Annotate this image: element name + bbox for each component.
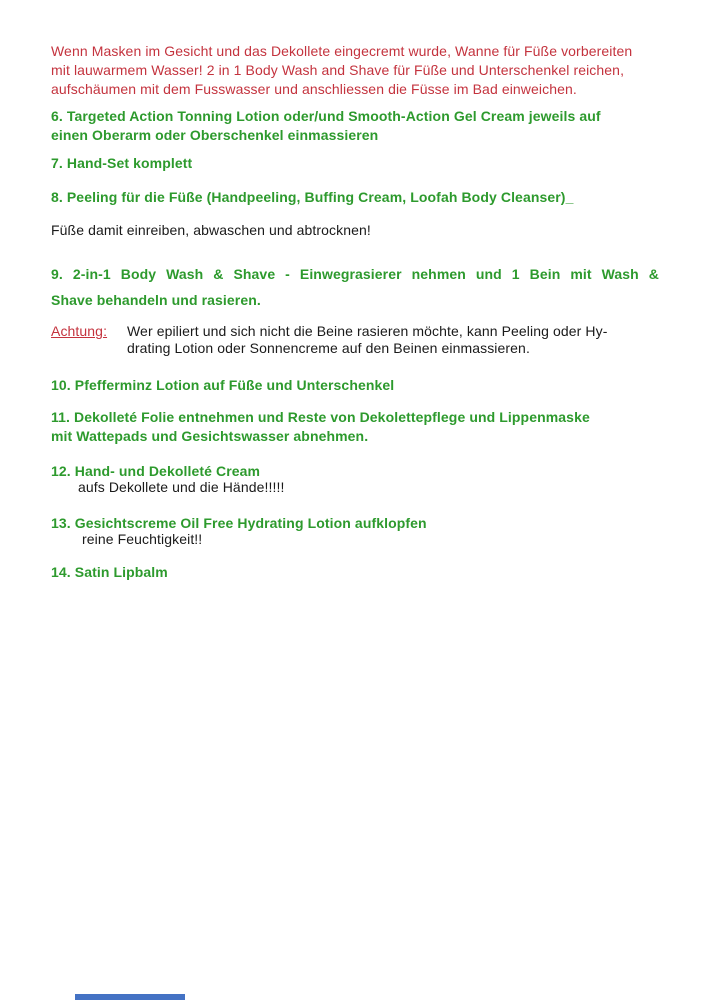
step-11-heading	[51, 408, 659, 446]
step-9-heading	[51, 261, 659, 313]
step-9-line-2: Shave behandeln und rasieren.	[51, 292, 261, 308]
achtung-line-1: Wer epiliert und sich nicht die Beine rasieren möchte, kann Peeling oder Hy-	[127, 323, 608, 339]
intro-line-2: mit lauwarmem Wasser! 2 in 1 Body Wash and Shave für Füße und Unterschenkel reichen,	[51, 62, 625, 78]
step-6-line-2: einen Oberarm oder Oberschenkel einmassieren	[51, 127, 379, 143]
step-13-line-1: 13. Gesichtscreme Oil Free Hydrating Lotion aufklopfen	[51, 515, 427, 531]
achtung-label: Achtung:	[51, 323, 108, 339]
bottom-blue-bar	[75, 994, 185, 1000]
achtung-line-2: drating Lotion oder Sonnencreme auf den Beinen einmassieren.	[127, 340, 530, 356]
step-10-heading	[51, 376, 659, 395]
step-11-line-1: 11. Dekolleté Folie entnehmen und Reste von Dekolettepflege und Lippenmaske	[51, 409, 590, 425]
step-6-line-1: 6. Targeted Action Tonning Lotion oder/und Smooth-Action Gel Cream jeweils auf	[51, 108, 601, 124]
step-7-heading	[51, 154, 659, 173]
step-12-line-1: 12. Hand- und Dekolleté Cream	[51, 463, 261, 479]
step-8-line-1: 8. Peeling für die Füße (Handpeeling, Buffing Cream, Loofah Body Cleanser)_	[51, 189, 574, 205]
step-10-line-1: 10. Pfefferminz Lotion auf Füße und Unterschenkel	[51, 377, 395, 393]
achtung-body	[127, 323, 659, 357]
intro-line-1: Wenn Masken im Gesicht und das Dekollete eingecremt wurde, Wanne für Füße vorbereiten	[51, 43, 633, 59]
step-14-line-1: 14. Satin Lipbalm	[51, 564, 168, 580]
step-8-note-line: Füße damit einreiben, abwaschen und abtrocknen!	[51, 222, 371, 238]
step-13-note: reine Feuchtigkeit!!	[82, 531, 203, 547]
intro-paragraph	[51, 42, 659, 99]
step-7-line-1: 7. Hand-Set komplett	[51, 155, 193, 171]
step-6-heading	[51, 107, 659, 145]
step-12-note: aufs Dekollete und die Hände!!!!!	[78, 479, 285, 495]
step-11-line-2: mit Wattepads und Gesichtswasser abnehmen.	[51, 428, 369, 444]
intro-line-3: aufschäumen mit dem Fusswasser und anschliessen die Füsse im Bad einweichen.	[51, 81, 577, 97]
step-8-note	[51, 221, 659, 240]
step-14-heading	[51, 563, 659, 582]
step-9-line-1: 9. 2-in-1 Body Wash & Shave - Einwegrasierer nehmen und 1 Bein mit Wash &	[51, 266, 659, 282]
step-8-heading	[51, 188, 659, 207]
